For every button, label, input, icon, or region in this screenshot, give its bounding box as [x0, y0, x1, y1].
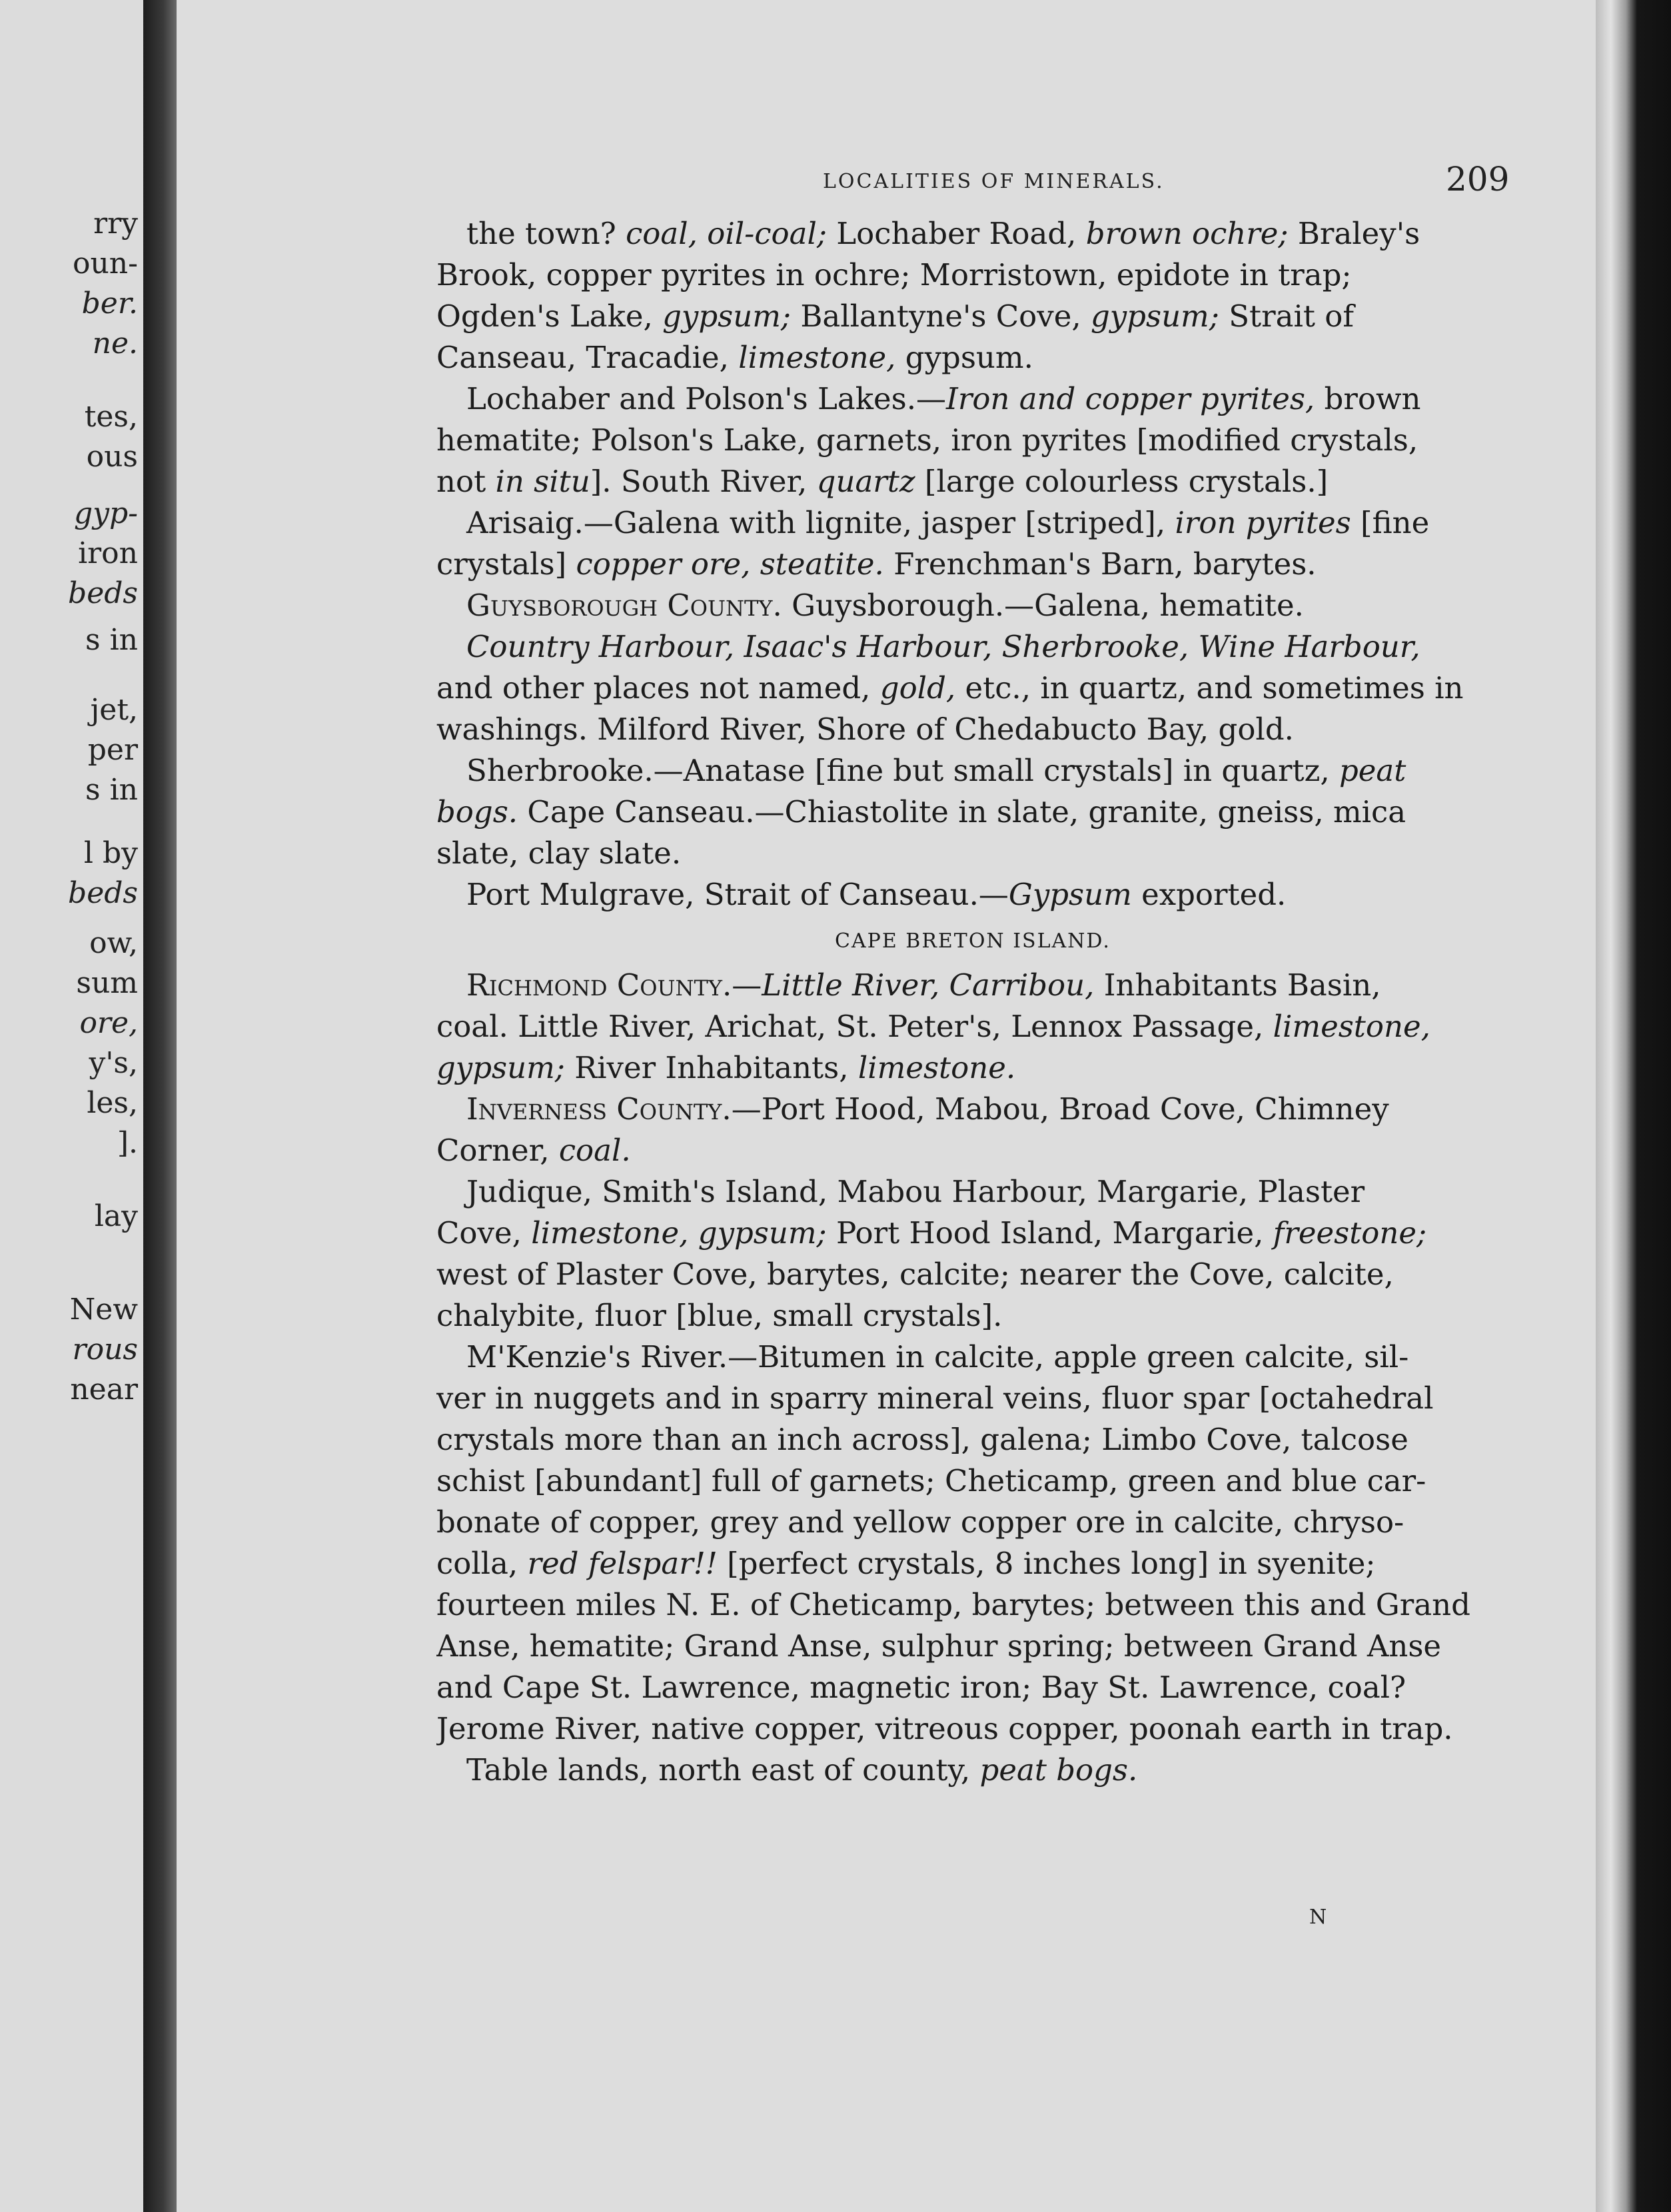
text-run: —Port Hood, Mabou, Broad Cove, Chimney [731, 1091, 1389, 1127]
text-run: Guysborough County. [466, 588, 782, 623]
text-run: Canseau, Tracadie, [436, 340, 739, 375]
prev-page-fragment: per [87, 733, 138, 767]
text-line [436, 1419, 1509, 1460]
text-line [436, 965, 1509, 1006]
prev-page-fragment: sum [76, 966, 138, 1000]
text-line [436, 1502, 1509, 1543]
prev-page-fragment: ne. [92, 326, 138, 360]
text-line [436, 1337, 1509, 1378]
book-gutter [143, 0, 177, 2212]
italic-run: bogs. [436, 794, 518, 830]
text-run: Jerome River, native copper, vitreous copper, poonah earth in trap. [436, 1711, 1453, 1746]
text-run: Brook, copper pyrites in ochre; Morristown, epidote in trap; [436, 257, 1352, 292]
text-line [436, 461, 1509, 502]
italic-run: peat bogs. [979, 1752, 1138, 1788]
text-run: ver in nuggets and in sparry mineral veins, fluor spar [octahedral [436, 1381, 1434, 1416]
prev-page-fragment: oun- [72, 247, 138, 280]
text-run: slate, clay slate. [436, 835, 682, 871]
italic-run: Iron and copper pyrites, [946, 381, 1315, 416]
italic-run: in situ [495, 464, 590, 499]
text-run: crystals more than an inch across], galena; Limbo Cove, talcose [436, 1422, 1408, 1457]
text-run: Ballantyne's Cove, [791, 298, 1091, 334]
italic-run: Country Harbour, Isaac's Harbour, Sherbrooke, Wine Harbour, [466, 629, 1420, 664]
text-run: Judique, Smith's Island, Mabou Harbour, Margarie, Plaster [466, 1174, 1365, 1209]
text-line [436, 378, 1509, 420]
text-line [436, 1295, 1509, 1337]
text-line [436, 1006, 1509, 1047]
text-line [436, 255, 1509, 296]
running-title: LOCALITIES OF MINERALS. [823, 170, 1165, 193]
text-run: crystals] [436, 546, 576, 582]
text-run: bonate of copper, grey and yellow copper ore in calcite, chryso- [436, 1504, 1404, 1540]
prev-page-fragment: iron [78, 536, 138, 570]
page-right-edge [1596, 0, 1671, 2212]
text-run: Lochaber and Polson's Lakes.— [466, 381, 947, 416]
text-run: Port Hood Island, Margarie, [826, 1215, 1273, 1251]
text-line [436, 213, 1509, 255]
italic-run: limestone, gypsum; [531, 1215, 827, 1251]
italic-run: iron pyrites [1175, 505, 1351, 540]
italic-run: quartz [816, 464, 915, 499]
text-run: [perfect crystals, 8 inches long] in syenite; [717, 1546, 1376, 1581]
italic-run: peat [1339, 753, 1406, 788]
italic-run: freestone; [1273, 1215, 1427, 1251]
text-line [436, 626, 1509, 668]
previous-page-edge [0, 0, 143, 2212]
italic-run: gypsum; [662, 298, 792, 334]
text-run: Braley's [1288, 216, 1420, 251]
text-run: chalybite, fluor [blue, small crystals]. [436, 1298, 1003, 1333]
signature-mark: N [1309, 1906, 1327, 1929]
italic-run: coal, oil-coal; [626, 216, 827, 251]
text-line [436, 1667, 1509, 1708]
text-run: Corner, [436, 1133, 559, 1168]
prev-page-fragment: tes, [84, 400, 138, 434]
text-line [436, 1708, 1509, 1750]
text-run: Lochaber Road, [827, 216, 1086, 251]
italic-run: gold, [879, 670, 956, 706]
text-run: Port Mulgrave, Strait of Canseau.— [466, 877, 1009, 912]
text-run: hematite; Polson's Lake, garnets, iron pyrites [modified crystals, [436, 422, 1418, 458]
text-run: Arisaig.—Galena with lignite, jasper [striped], [466, 505, 1175, 540]
text-run: west of Plaster Cove, barytes, calcite; nearer the Cove, calcite, [436, 1257, 1394, 1292]
text-run: Cove, [436, 1215, 532, 1251]
prev-page-fragment: s in [85, 623, 138, 657]
text-line [436, 420, 1509, 461]
text-run: [large colourless crystals.] [915, 464, 1329, 499]
page-number: 209 [1446, 160, 1510, 199]
text-line [436, 1254, 1509, 1295]
text-line [436, 709, 1509, 750]
text-run: Guysborough.—Galena, hematite. [782, 588, 1304, 623]
italic-run: copper ore, steatite. [576, 546, 884, 582]
text-line [436, 750, 1509, 792]
body-text [436, 213, 1509, 1791]
text-run: washings. Milford River, Shore of Chedabucto Bay, gold. [436, 712, 1294, 747]
text-run: and other places not named, [436, 670, 880, 706]
text-run: not [436, 464, 496, 499]
section-title: CAPE BRETON ISLAND. [835, 929, 1111, 953]
text-run: and Cape St. Lawrence, magnetic iron; Bay St. Lawrence, coal? [436, 1670, 1406, 1705]
italic-run: Little River, Carribou, [762, 967, 1095, 1003]
text-run: ]. South River, [590, 464, 817, 499]
prev-page-fragment: les, [87, 1086, 138, 1120]
italic-run: limestone, [1273, 1009, 1430, 1044]
italic-run: limestone. [857, 1050, 1016, 1085]
text-run: Sherbrooke.—Anatase [fine but small crystals] in quartz, [466, 753, 1339, 788]
italic-run: limestone, [738, 340, 896, 375]
text-run: — [732, 967, 762, 1003]
text-run: gypsum. [895, 340, 1033, 375]
prev-page-fragment: lay [94, 1199, 138, 1233]
prev-page-fragment: l by [83, 836, 138, 870]
prev-page-fragment: ber. [81, 286, 138, 320]
text-line [436, 1378, 1509, 1419]
text-run: schist [abundant] full of garnets; Cheticamp, green and blue car- [436, 1463, 1426, 1498]
prev-page-fragment: ous [86, 440, 138, 474]
text-run: Ogden's Lake, [436, 298, 663, 334]
text-line [436, 585, 1509, 626]
text-line [436, 833, 1509, 874]
italic-run: red felspar!! [527, 1546, 718, 1581]
prev-page-fragment: y's, [89, 1046, 138, 1080]
prev-page-fragment: ]. [117, 1126, 138, 1160]
prev-page-fragment: beds [68, 576, 138, 610]
text-run: [fine [1351, 505, 1430, 540]
text-run: Anse, hematite; Grand Anse, sulphur spring; between Grand Anse [436, 1628, 1442, 1664]
text-line [436, 1089, 1509, 1130]
prev-page-fragment: gyp- [73, 496, 138, 530]
italic-run: Gypsum [1008, 877, 1132, 912]
book-page [177, 0, 1596, 2212]
text-line [436, 1460, 1509, 1502]
prev-page-fragment: s in [85, 773, 138, 807]
text-line [436, 502, 1509, 544]
prev-page-fragment: beds [68, 876, 138, 910]
text-run: exported. [1131, 877, 1287, 912]
text-line [436, 544, 1509, 585]
prev-page-fragment: rry [93, 207, 138, 241]
text-line [436, 1130, 1509, 1171]
prev-page-fragment: rous [72, 1333, 138, 1367]
text-line [436, 337, 1509, 378]
text-line [436, 1584, 1509, 1626]
italic-run: gypsum; [436, 1050, 565, 1085]
text-line [436, 1543, 1509, 1584]
text-run: Frenchman's Barn, barytes. [883, 546, 1317, 582]
text-run: etc., in quartz, and sometimes in [955, 670, 1464, 706]
text-line [436, 1047, 1509, 1089]
prev-page-fragment: jet, [90, 693, 138, 727]
text-run: Strait of [1219, 298, 1354, 334]
text-line [436, 1750, 1509, 1791]
text-run: the town? [466, 216, 626, 251]
text-run: colla, [436, 1546, 528, 1581]
text-run: Inhabitants Basin, [1094, 967, 1381, 1003]
italic-run: gypsum; [1090, 298, 1219, 334]
text-run: coal. Little River, Arichat, St. Peter's, Lennox Passage, [436, 1009, 1273, 1044]
text-line [436, 792, 1509, 833]
italic-run: brown ochre; [1085, 216, 1289, 251]
text-run: fourteen miles N. E. of Cheticamp, barytes; between this and Grand [436, 1587, 1470, 1622]
text-run: Table lands, north east of county, [466, 1752, 980, 1788]
text-run: brown [1315, 381, 1421, 416]
prev-page-fragment: ow, [89, 926, 138, 960]
text-run: Cape Canseau.—Chiastolite in slate, granite, gneiss, mica [518, 794, 1406, 830]
text-run: Inverness County. [466, 1091, 732, 1127]
text-run: River Inhabitants, [564, 1050, 858, 1085]
text-run: M'Kenzie's River.—Bitumen in calcite, apple green calcite, sil- [466, 1339, 1409, 1375]
text-line [436, 296, 1509, 337]
prev-page-fragment: New [69, 1293, 138, 1327]
text-line [436, 874, 1509, 915]
text-run: Richmond County. [466, 967, 732, 1003]
text-line [436, 1171, 1509, 1213]
prev-page-fragment: ore, [79, 1006, 138, 1040]
text-line [436, 1626, 1509, 1667]
italic-run: coal. [558, 1133, 631, 1168]
text-line [436, 1213, 1509, 1254]
prev-page-fragment: near [70, 1373, 138, 1406]
text-line [436, 668, 1509, 709]
